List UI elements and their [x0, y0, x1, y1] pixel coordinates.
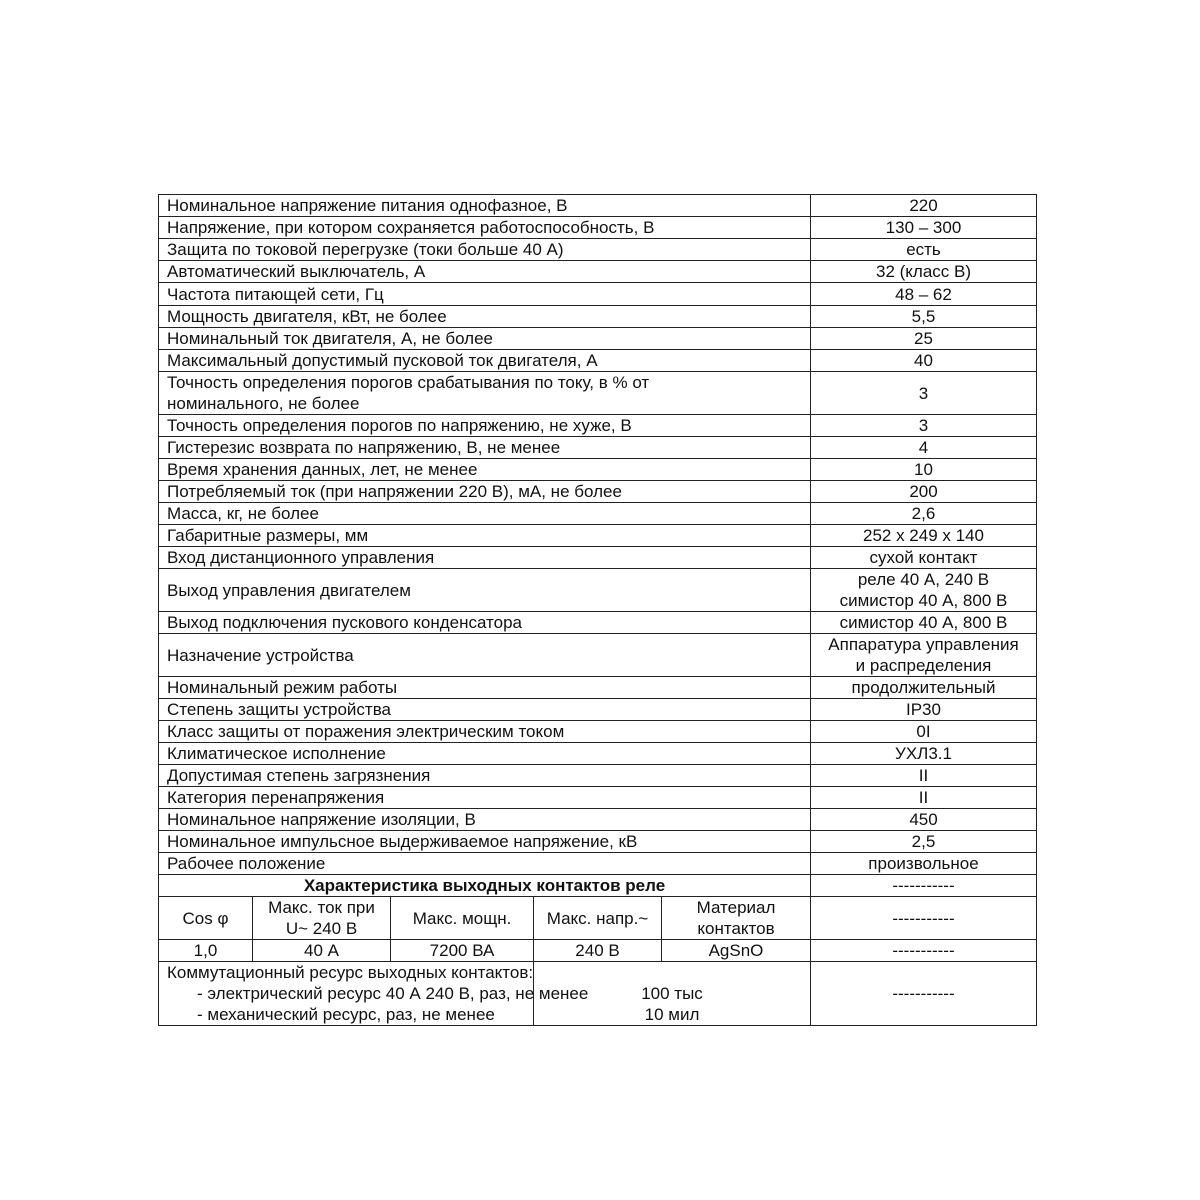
spec-param: Номинальный режим работы — [159, 677, 811, 699]
header-contact-material — [662, 897, 811, 940]
spec-row — [159, 306, 1037, 328]
specifications-table — [158, 194, 1037, 1026]
relay-header-dash: ----------- — [811, 897, 1037, 940]
spec-param-line: номинального, не более — [167, 394, 360, 413]
spec-param: Потребляемый ток (при напряжении 220 В), мА, не более — [159, 481, 811, 503]
spec-row — [159, 415, 1037, 437]
spec-value: 48 – 62 — [811, 283, 1037, 306]
value-max-voltage: 240 В — [534, 940, 662, 962]
resource-electric-label: - электрический ресурс 40 А 240 В, раз, не менее — [197, 984, 589, 1003]
value-max-current: 40 А — [253, 940, 391, 962]
resource-description — [159, 962, 589, 1026]
spec-param: Выход подключения пускового конденсатора — [159, 612, 811, 634]
relay-header-row — [159, 897, 1037, 940]
spec-param: Степень защиты устройства — [159, 699, 811, 721]
spec-row — [159, 195, 1037, 217]
header-contact-material-line2: контактов — [697, 919, 775, 938]
value-cos: 1,0 — [159, 940, 253, 962]
spec-param: Номинальное импульсное выдерживаемое напряжение, кВ — [159, 831, 811, 853]
spec-value — [811, 569, 1037, 612]
spec-row — [159, 787, 1037, 809]
spec-row — [159, 765, 1037, 787]
resource-dash: ----------- — [811, 962, 1037, 1026]
spec-value-line: симистор 40 А, 800 В — [839, 591, 1008, 610]
relay-title-dash: ----------- — [811, 875, 1037, 897]
spec-value: 40 — [811, 350, 1037, 372]
spec-row — [159, 372, 1037, 415]
spec-row — [159, 437, 1037, 459]
spec-param: Автоматический выключатель, А — [159, 261, 811, 283]
relay-title: Характеристика выходных контактов реле — [159, 875, 811, 897]
header-max-current — [253, 897, 391, 940]
spec-param: Защита по токовой перегрузке (токи больше 40 А) — [159, 239, 811, 261]
spec-value — [811, 634, 1037, 677]
spec-param-line: Точность определения порогов срабатывания по току, в % от — [167, 373, 650, 392]
value-contact-material: AgSnO — [662, 940, 811, 962]
spec-value: II — [811, 787, 1037, 809]
spec-value-line: Аппаратура управления — [828, 635, 1019, 654]
spec-value: 200 — [811, 481, 1037, 503]
spec-row — [159, 634, 1037, 677]
spec-value: 450 — [811, 809, 1037, 831]
resource-mechanical-value: 10 мил — [644, 1005, 700, 1024]
spec-value: 3 — [811, 372, 1037, 415]
header-max-current-line2: U~ 240 В — [285, 919, 358, 938]
spec-value: 0I — [811, 721, 1037, 743]
spec-row — [159, 699, 1037, 721]
spec-param: Выход управления двигателем — [159, 569, 811, 612]
resource-row — [159, 962, 1037, 1026]
spec-row — [159, 569, 1037, 612]
spec-row — [159, 328, 1037, 350]
spec-row — [159, 547, 1037, 569]
spec-param: Номинальное напряжение изоляции, В — [159, 809, 811, 831]
spec-value: 2,6 — [811, 503, 1037, 525]
spec-row — [159, 217, 1037, 239]
spec-param — [159, 372, 811, 415]
relay-values-dash: ----------- — [811, 940, 1037, 962]
spec-row — [159, 831, 1037, 853]
spec-value: УХЛ3.1 — [811, 743, 1037, 765]
spec-value: продолжительный — [811, 677, 1037, 699]
spec-row — [159, 809, 1037, 831]
relay-title-row — [159, 875, 1037, 897]
spec-row — [159, 743, 1037, 765]
spec-value: 4 — [811, 437, 1037, 459]
spec-row — [159, 853, 1037, 875]
spec-value: II — [811, 765, 1037, 787]
spec-value: симистор 40 А, 800 В — [811, 612, 1037, 634]
header-contact-material-line1: Материал — [696, 898, 776, 917]
relay-values-row — [159, 940, 1037, 962]
spec-value: 220 — [811, 195, 1037, 217]
spec-param: Мощность двигателя, кВт, не более — [159, 306, 811, 328]
header-max-power: Макс. мощн. — [391, 897, 534, 940]
spec-row — [159, 503, 1037, 525]
spec-row — [159, 350, 1037, 372]
spec-row — [159, 239, 1037, 261]
spec-row — [159, 459, 1037, 481]
value-max-power: 7200 ВА — [391, 940, 534, 962]
spec-value: 5,5 — [811, 306, 1037, 328]
spec-value: 252 х 249 х 140 — [811, 525, 1037, 547]
spec-param: Допустимая степень загрязнения — [159, 765, 811, 787]
spec-value: 25 — [811, 328, 1037, 350]
spec-value: 10 — [811, 459, 1037, 481]
spec-param: Гистерезис возврата по напряжению, В, не менее — [159, 437, 811, 459]
spec-value-line: и распределения — [855, 656, 992, 675]
spec-row — [159, 677, 1037, 699]
spec-value: 32 (класс В) — [811, 261, 1037, 283]
header-max-current-line1: Макс. ток при — [268, 898, 375, 917]
spec-param: Максимальный допустимый пусковой ток двигателя, А — [159, 350, 811, 372]
spec-param: Время хранения данных, лет, не менее — [159, 459, 811, 481]
spec-value: есть — [811, 239, 1037, 261]
spec-param: Класс защиты от поражения электрическим током — [159, 721, 811, 743]
spec-param: Точность определения порогов по напряжению, не хуже, В — [159, 415, 811, 437]
spec-value: произвольное — [811, 853, 1037, 875]
specifications-body — [159, 195, 1037, 1026]
resource-electric-value: 100 тыс — [641, 984, 703, 1003]
spec-value: сухой контакт — [811, 547, 1037, 569]
spec-param: Категория перенапряжения — [159, 787, 811, 809]
header-max-voltage: Макс. напр.~ — [534, 897, 662, 940]
resource-title: Коммутационный ресурс выходных контактов: — [167, 963, 534, 982]
spec-param: Масса, кг, не более — [159, 503, 811, 525]
spec-param: Номинальное напряжение питания однофазное, В — [159, 195, 811, 217]
spec-row — [159, 261, 1037, 283]
spec-row — [159, 721, 1037, 743]
spec-row — [159, 612, 1037, 634]
spec-row — [159, 525, 1037, 547]
spec-value: IP30 — [811, 699, 1037, 721]
spec-value: 2,5 — [811, 831, 1037, 853]
spec-row — [159, 283, 1037, 306]
spec-value: 130 – 300 — [811, 217, 1037, 239]
spec-value: 3 — [811, 415, 1037, 437]
spec-param: Частота питающей сети, Гц — [159, 283, 811, 306]
header-cos: Cos φ — [159, 897, 253, 940]
spec-param: Рабочее положение — [159, 853, 811, 875]
spec-param: Напряжение, при котором сохраняется работоспособность, В — [159, 217, 811, 239]
spec-row — [159, 481, 1037, 503]
spec-param: Номинальный ток двигателя, А, не более — [159, 328, 811, 350]
resource-mechanical-label: - механический ресурс, раз, не менее — [197, 1005, 495, 1024]
spec-param: Вход дистанционного управления — [159, 547, 811, 569]
spec-param: Климатическое исполнение — [159, 743, 811, 765]
spec-param: Назначение устройства — [159, 634, 811, 677]
spec-param: Габаритные размеры, мм — [159, 525, 811, 547]
spec-value-line: реле 40 А, 240 В — [857, 570, 990, 589]
